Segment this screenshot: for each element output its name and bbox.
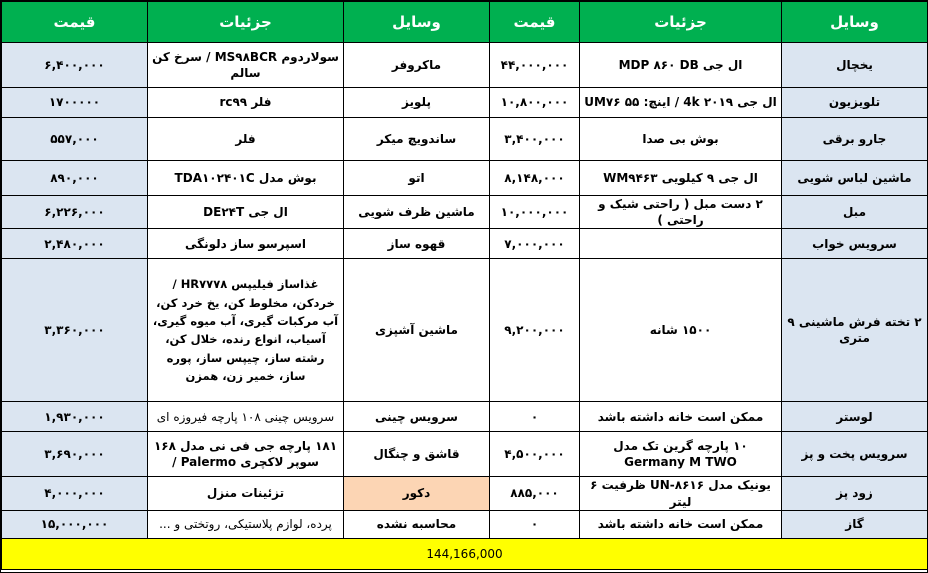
details-cell <box>580 229 782 259</box>
details-cell: ال جی MDP ۸۶۰ DB <box>580 43 782 88</box>
item-cell: قهوه ساز <box>344 229 490 259</box>
header-item-2: وسایل <box>344 2 490 43</box>
item-cell: مبل <box>782 196 928 229</box>
header-price-1: قیمت <box>490 2 580 43</box>
item-cell: اتو <box>344 161 490 196</box>
price-cell: ۱۰,۰۰۰,۰۰۰ <box>490 196 580 229</box>
table-row <box>2 432 928 477</box>
details-cell: ۱۸۱ پارچه جی فی نی مدل ۱۶۸ سوپر لاکچری Palermo / <box>148 432 344 477</box>
price-cell: ۰ <box>490 510 580 538</box>
details-cell: یونیک مدل UN-۸۶۱۶ ظرفیت ۶ لیتر <box>580 477 782 510</box>
table-row <box>2 477 928 510</box>
header-row <box>2 2 928 43</box>
price-cell: ۷,۰۰۰,۰۰۰ <box>490 229 580 259</box>
item-cell: تلویزیون <box>782 88 928 118</box>
price-cell: ۶,۴۰۰,۰۰۰ <box>2 43 148 88</box>
price-cell: ۴۴,۰۰۰,۰۰۰ <box>490 43 580 88</box>
item-cell: یخچال <box>782 43 928 88</box>
item-cell: محاسبه نشده <box>344 510 490 538</box>
header-details-2: جزئیات <box>148 2 344 43</box>
details-cell: بوش مدل TDA۱۰۲۴۰۱C <box>148 161 344 196</box>
item-cell: دکور <box>344 477 490 510</box>
price-cell: ۸۹۰,۰۰۰ <box>2 161 148 196</box>
details-cell: فلر rc۹۹ <box>148 88 344 118</box>
item-cell: سرویس پخت و پز <box>782 432 928 477</box>
price-cell: ۴,۰۰۰,۰۰۰ <box>2 477 148 510</box>
price-cell: ۰ <box>490 402 580 432</box>
details-cell: تزئینات منزل <box>148 477 344 510</box>
table-row <box>2 43 928 88</box>
details-cell: اسپرسو ساز دلونگی <box>148 229 344 259</box>
details-cell: پرده، لوازم پلاستیکی، روتختی و ... <box>148 510 344 538</box>
details-cell: ۲ دست مبل ( راحتی شیک و راحتی ) <box>580 196 782 229</box>
item-cell: ماشین ظرف شویی <box>344 196 490 229</box>
price-cell: ۱,۹۳۰,۰۰۰ <box>2 402 148 432</box>
table-row <box>2 229 928 259</box>
price-table <box>1 1 928 570</box>
price-cell: ۵۵۷,۰۰۰ <box>2 118 148 161</box>
details-cell: ال جی DE۲۴T <box>148 196 344 229</box>
price-cell: ۳,۶۹۰,۰۰۰ <box>2 432 148 477</box>
item-cell: ۲ تخته فرش ماشینی ۹ متری <box>782 259 928 402</box>
table-row <box>2 259 928 402</box>
details-cell: سولاردوم MS۹۸BCR / سرخ کن سالم <box>148 43 344 88</box>
table-row <box>2 161 928 196</box>
price-cell: ۸۸۵,۰۰۰ <box>490 477 580 510</box>
item-cell: ماکروفر <box>344 43 490 88</box>
price-cell: ۱۵,۰۰۰,۰۰۰ <box>2 510 148 538</box>
table-row <box>2 88 928 118</box>
total-value: 144,166,000 <box>2 538 928 569</box>
details-cell: ال جی ۹ کیلویی WM۹۴۶۳ <box>580 161 782 196</box>
price-cell: ۱۰,۸۰۰,۰۰۰ <box>490 88 580 118</box>
item-cell: زود پز <box>782 477 928 510</box>
price-cell: ۲,۴۸۰,۰۰۰ <box>2 229 148 259</box>
item-cell: جارو برقی <box>782 118 928 161</box>
item-cell: ماشین لباس شویی <box>782 161 928 196</box>
details-cell: ممکن است خانه داشته باشد <box>580 402 782 432</box>
details-cell: سرویس چینی ۱۰۸ پارچه فیروزه ای <box>148 402 344 432</box>
table-row <box>2 196 928 229</box>
header-price-2: قیمت <box>2 2 148 43</box>
item-cell: ساندویچ میکر <box>344 118 490 161</box>
item-cell: ماشین آشپزی <box>344 259 490 402</box>
details-cell: فلر <box>148 118 344 161</box>
details-cell: غذاساز فیلیپس HR۷۷۷۸ / خردکن، مخلوط کن، یخ خرد کن، آب مرکبات گیری، آب میوه گیری، آسیاب، انواع رنده، خلال کن، رشته ساز، چیپس ساز، پوره ساز، خمیر زن، همزن <box>148 259 344 402</box>
details-cell: بوش بی صدا <box>580 118 782 161</box>
item-cell: گاز <box>782 510 928 538</box>
total-row <box>2 538 928 569</box>
item-cell: سرویس خواب <box>782 229 928 259</box>
details-cell: ۱۵۰۰ شانه <box>580 259 782 402</box>
item-cell: لوستر <box>782 402 928 432</box>
details-cell: ۱۰ پارچه گرین تک مدل Germany M TWO <box>580 432 782 477</box>
header-item-1: وسایل <box>782 2 928 43</box>
table-row <box>2 118 928 161</box>
price-cell: ۶,۲۲۶,۰۰۰ <box>2 196 148 229</box>
price-cell: ۸,۱۴۸,۰۰۰ <box>490 161 580 196</box>
item-cell: سرویس چینی <box>344 402 490 432</box>
header-details-1: جزئیات <box>580 2 782 43</box>
table-row <box>2 402 928 432</box>
details-cell: ال جی ۲۰۱۹ 4k / اینچ: ۵۵ UM۷۶ <box>580 88 782 118</box>
price-cell: ۱۷۰۰۰۰۰ <box>2 88 148 118</box>
item-cell: پلویز <box>344 88 490 118</box>
price-cell: ۳,۴۰۰,۰۰۰ <box>490 118 580 161</box>
price-cell: ۴,۵۰۰,۰۰۰ <box>490 432 580 477</box>
price-cell: ۹,۲۰۰,۰۰۰ <box>490 259 580 402</box>
item-cell: قاشق و چنگال <box>344 432 490 477</box>
price-cell: ۳,۳۶۰,۰۰۰ <box>2 259 148 402</box>
details-cell: ممکن است خانه داشته باشد <box>580 510 782 538</box>
table-row <box>2 510 928 538</box>
